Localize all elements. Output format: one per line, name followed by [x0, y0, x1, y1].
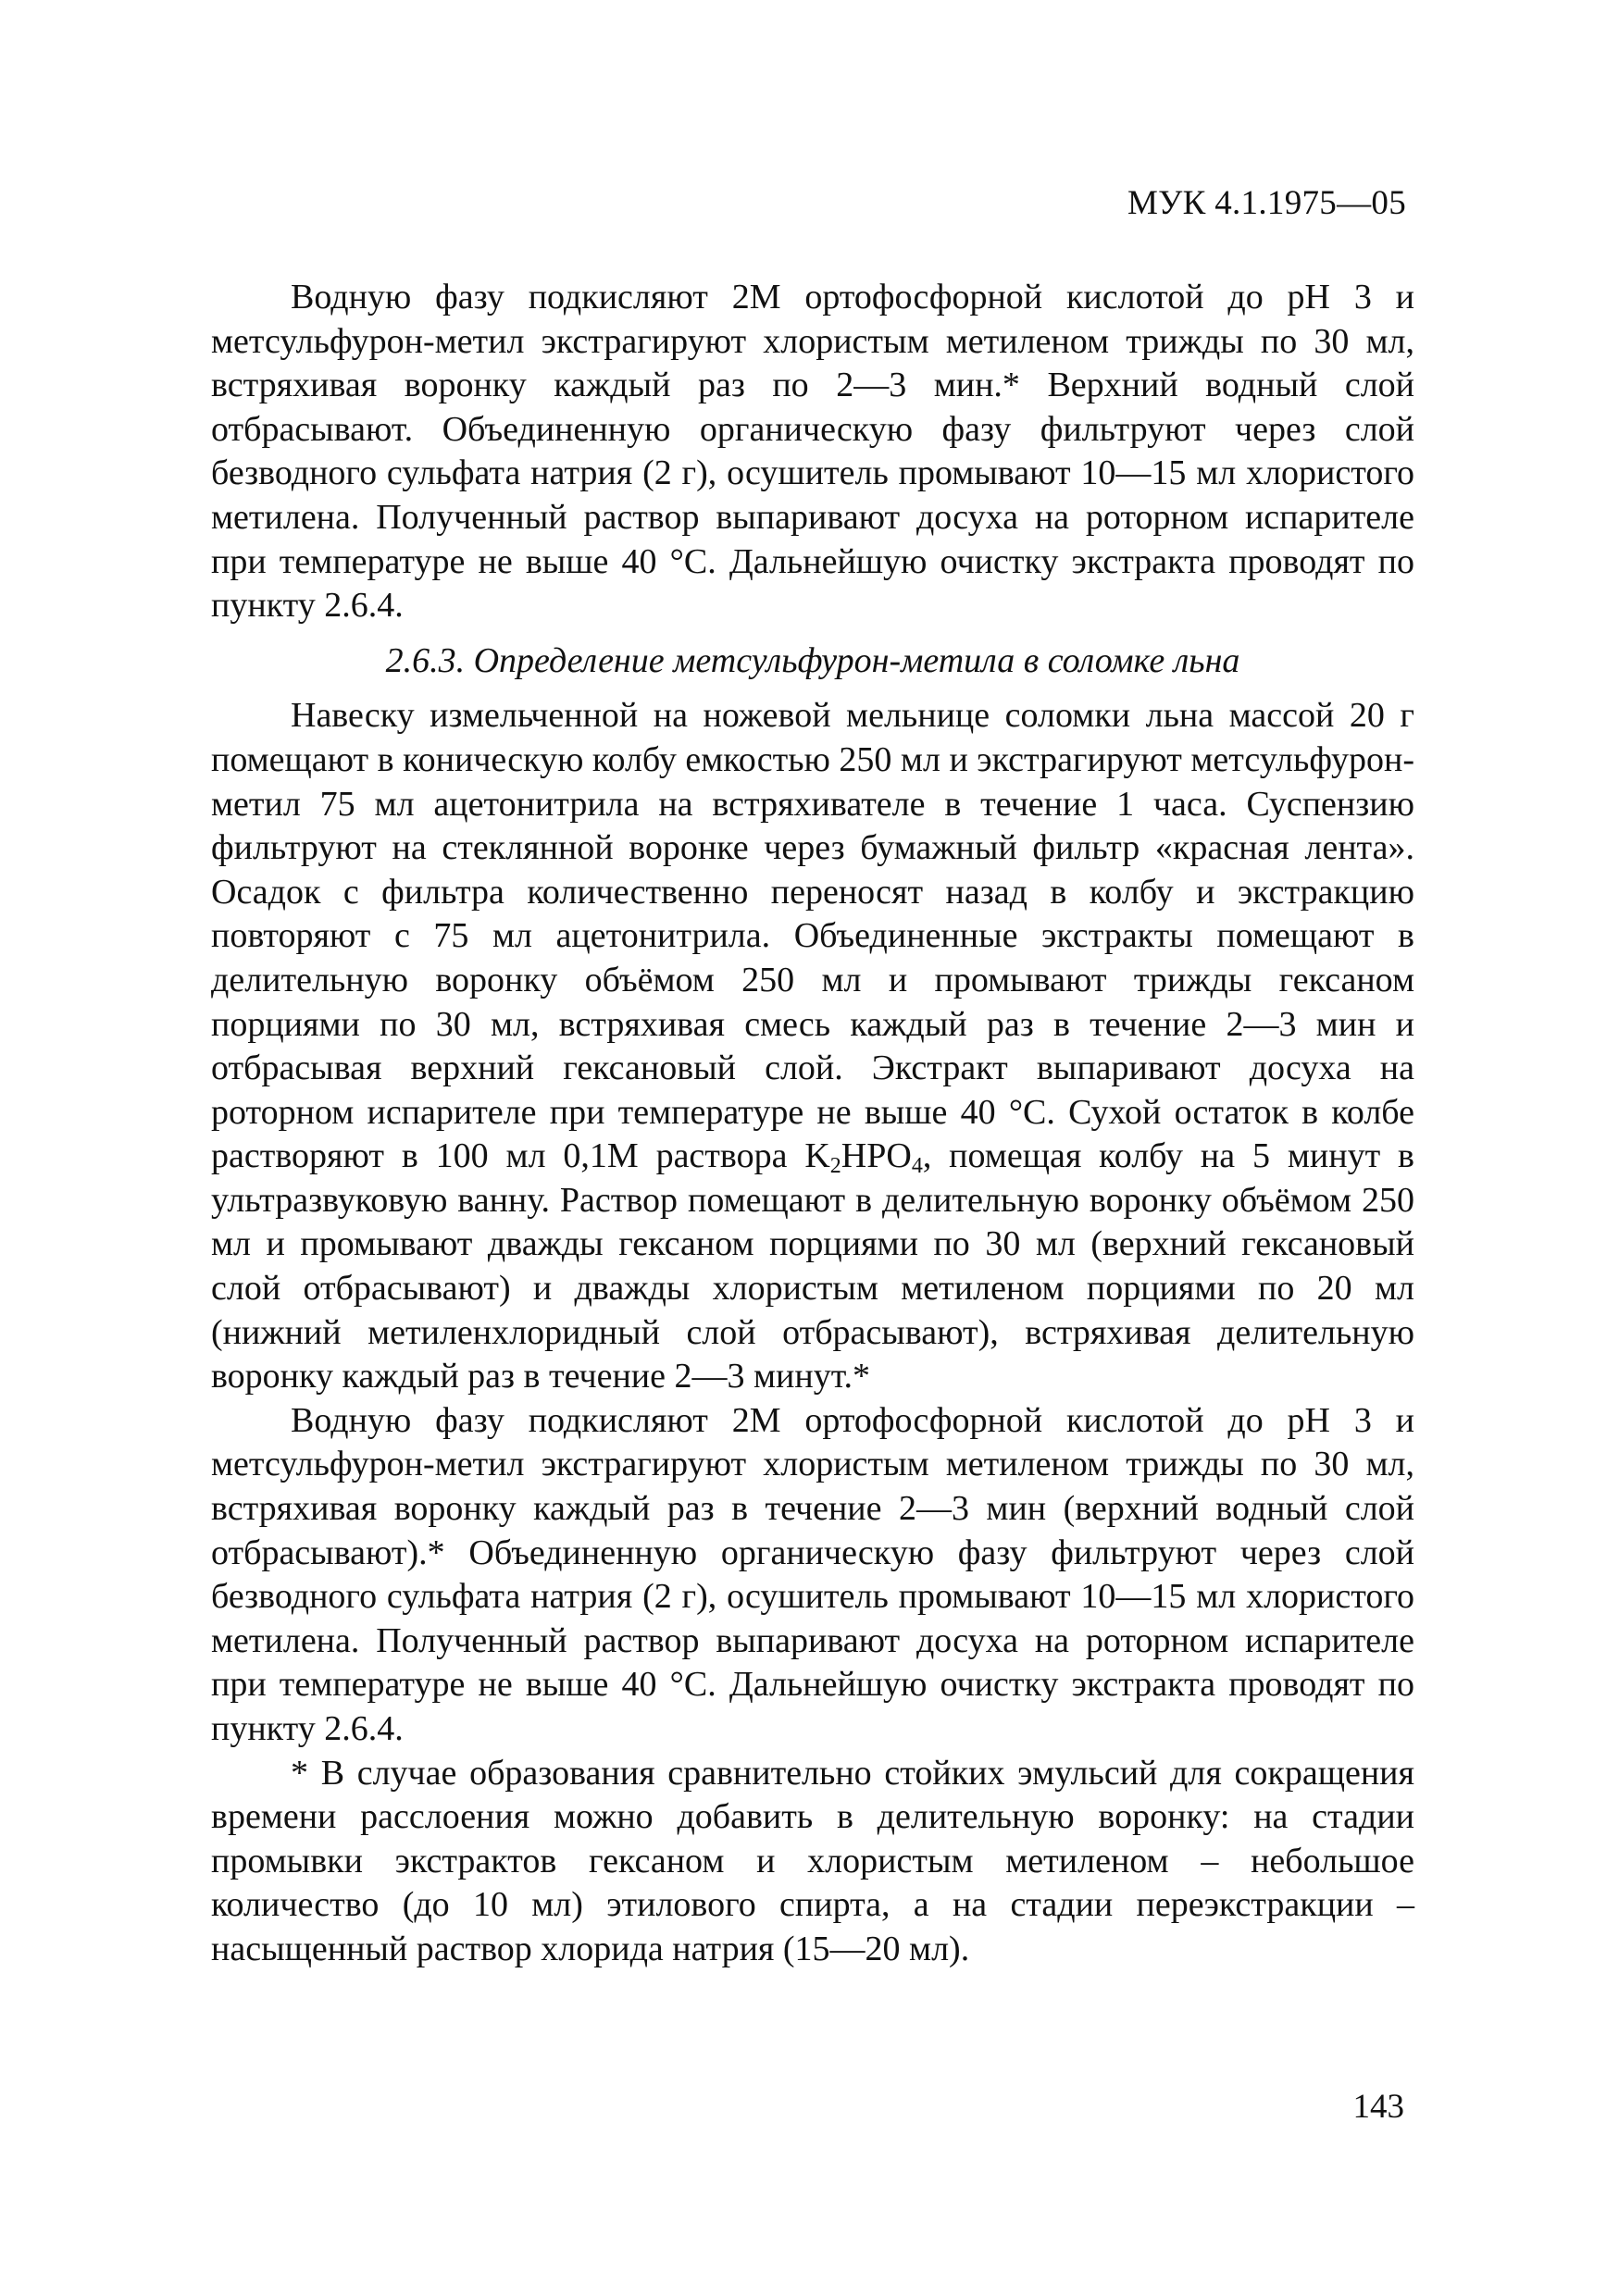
- subscript-2: 2: [829, 1154, 841, 1179]
- page-number: 143: [1352, 2088, 1404, 2126]
- running-header: МУК 4.1.1975—05: [1127, 184, 1406, 222]
- paragraph-text-segment: Навеску измельченной на ножевой мельнице соломки льна массой 20 г помещают в коническую колбу емкостью 250 мл и экстрагируют метсульфурон-метил 75 мл ацетонитрила на встряхивателе в течение 1 часа. Суспензию фильтруют на стеклянной воронке через бумажный фильтр «красная лента». Осадок с фильтра количественно переносят назад в колбу и экстракцию повторяют с 75 мл ацетонитрила. Объединенные экстракты помещают в делительную воронку объёмом 250 мл и промывают трижды гексаном порциями по 30 мл, встряхивая смесь каждый раз в течение 2—3 мин и отбрасывая верхний гексановый слой. Экстракт выпаривают досуха на роторном испарителе при температуре не выше 40 °С. Сухой остаток в колбе растворяют в 100 мл 0,1М раствора K: [211, 696, 1414, 1176]
- paragraph-text-segment: , помещая колбу на 5 минут в ультразвуковую ванну. Раствор помещают в делительную воронку объёмом 250 мл и промывают дважды гексаном порциями по 30 мл (верхний гексановый слой отбрасывают) и дважды хлористым метиленом порциями по 20 мл (нижний метиленхлоридный слой отбрасывают), встряхивая делительную воронку каждый раз в течение 2—3 минут.*: [211, 1136, 1414, 1396]
- footnote: * В случае образования сравнительно стойких эмульсий для сокращения времени расслоения можно добавить в делительную воронку: на стадии промывки экстрактов гексаном и хлористым метиленом – небольшое количество (до 10 мл) этилового спирта, а на стадии переэкстракции – насыщенный раствор хлорида натрия (15—20 мл).: [211, 1753, 1414, 1968]
- subscript-4: 4: [911, 1154, 923, 1179]
- section-heading: 2.6.3. Определение метсульфурон-метила в соломке льна: [385, 640, 1240, 680]
- paragraph-aqueous-phase-2: Водную фазу подкисляют 2М ортофосфорной кислотой до рН 3 и метсульфурон-метил экстрагируют хлористым метиленом трижды по 30 мл, встряхивая воронку каждый раз в течение 2—3 мин (верхний водный слой отбрасывают).* Объединенную органическую фазу фильтруют через слой безводного сульфата натрия (2 г), осушитель промывают 10—15 мл хлористого метилена. Полученный раствор выпаривают досуха на роторном испарителе при температуре не выше 40 °С. Дальнейшую очистку экстракта проводят по пункту 2.6.4.: [211, 1400, 1414, 1748]
- paragraph-flax-straw-method: [211, 694, 1414, 1399]
- paragraph-text-segment: HPO: [841, 1136, 912, 1176]
- document-body: [211, 276, 1414, 1972]
- paragraph-aqueous-phase-1: Водную фазу подкисляют 2М ортофосфорной кислотой до рН 3 и метсульфурон-метил экстрагируют хлористым метиленом трижды по 30 мл, встряхивая воронку каждый раз по 2—3 мин.* Верхний водный слой отбрасывают. Объединенную органическую фазу фильтруют через слой безводного сульфата натрия (2 г), осушитель промывают 10—15 мл хлористого метилена. Полученный раствор выпаривают досуха на роторном испарителе при температуре не выше 40 °С. Дальнейшую очистку экстракта проводят по пункту 2.6.4.: [211, 278, 1414, 626]
